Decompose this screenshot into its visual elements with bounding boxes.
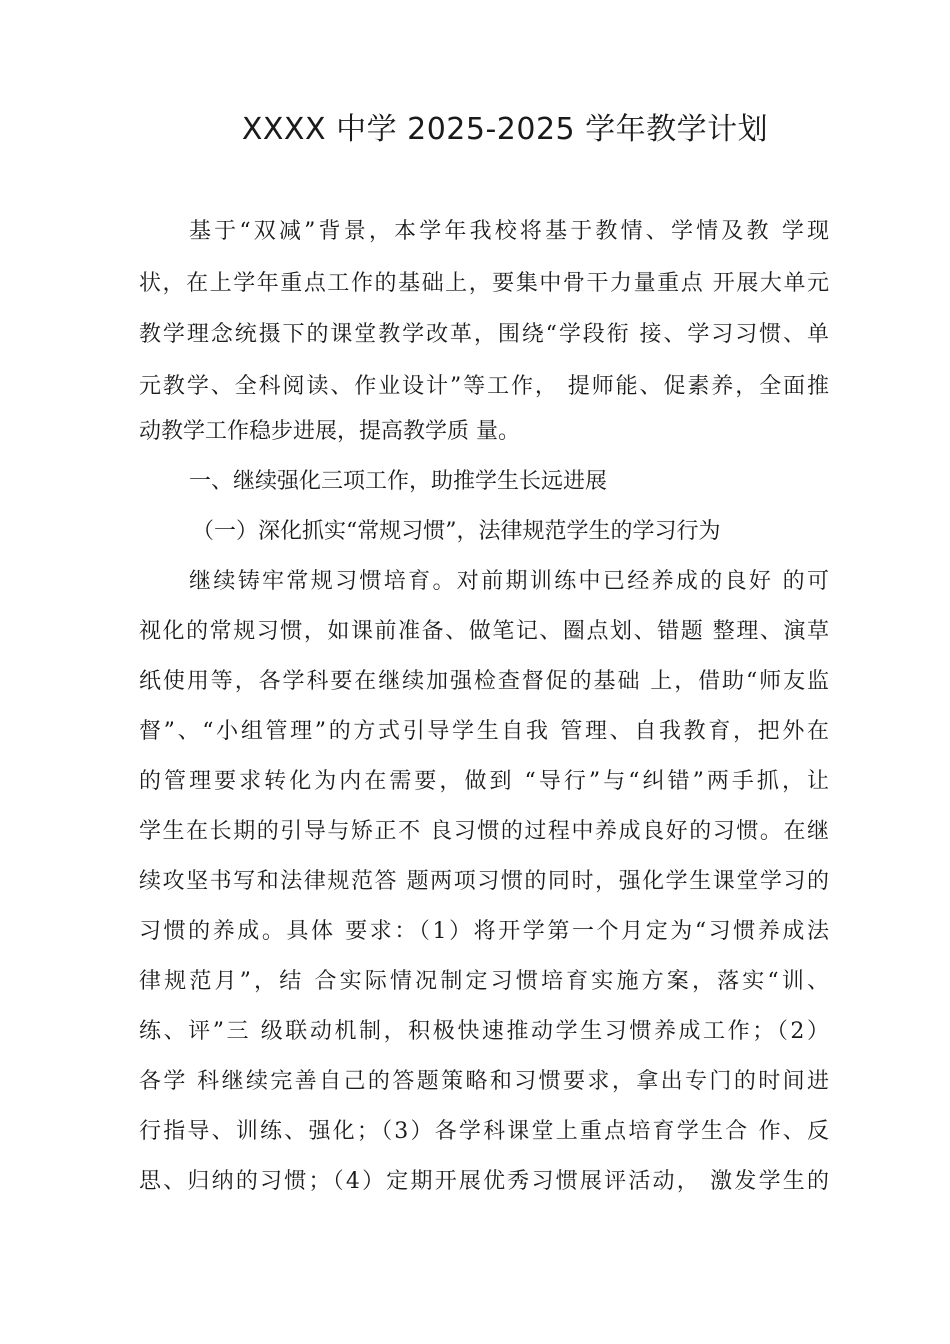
intro-line-1: 基于“双减”背景，本学年我校将基于教情、学情及教 学现 (189, 219, 829, 244)
body-line-10: 练、评”三 级联动机制，积极快速推动学生习惯养成工作；（2） (139, 1019, 829, 1044)
section-heading: 一、继续强化三项工作，助推学生长远进展 (189, 469, 608, 494)
body-line-4: 督”、“小组管理”的方式引导学生自我 管理、自我教育，把外在 (139, 719, 829, 744)
body-line-1: 继续铸牢常规习惯培育。对前期训练中已经养成的良好 的可 (189, 569, 829, 594)
body-line-11: 各学 科继续完善自己的答题策略和习惯要求，拿出专门的时间进 (139, 1069, 829, 1094)
body-line-6: 学生在长期的引导与矫正不 良习惯的过程中养成良好的习惯。在继 (139, 819, 829, 844)
intro-line-3: 教学理念统摄下的课堂教学改革，围绕“学段衔 接、学习习惯、单 (139, 322, 829, 347)
body-line-12: 行指导、训练、强化；（3）各学科课堂上重点培育学生合 作、反 (139, 1119, 829, 1144)
document-title: XXXX 中学 2025-2025 学年教学计划 (241, 112, 769, 147)
body-line-8: 习惯的养成。具体 要求：（1）将开学第一个月定为“习惯养成法 (139, 919, 829, 944)
body-line-13: 思、归纳的习惯；（4）定期开展优秀习惯展评活动， 激发学生的 (139, 1169, 829, 1194)
body-line-2: 视化的常规习惯，如课前准备、做笔记、圈点划、错题 整理、演草 (139, 619, 829, 644)
body-line-9: 律规范月”，结 合实际情况制定习惯培育实施方案，落实“训、 (139, 969, 829, 994)
subsection-heading: （一）深化抓实“常规习惯”，法律规范学生的学习行为 (192, 519, 721, 544)
intro-line-4: 元教学、全科阅读、作业设计”等工作， 提师能、促素养，全面推 (139, 374, 829, 399)
intro-line-2: 状，在上学年重点工作的基础上，要集中骨干力量重点 开展大单元 (139, 271, 829, 296)
body-line-5: 的管理要求转化为内在需要，做到 “导行”与“纠错”两手抓，让 (139, 769, 829, 794)
intro-line-5: 动教学工作稳步进展，提高教学质 量。 (139, 419, 520, 444)
body-line-7: 续攻坚书写和法律规范答 题两项习惯的同时，强化学生课堂学习的 (139, 869, 829, 894)
body-line-3: 纸使用等，各学科要在继续加强检查督促的基础 上，借助“师友监 (139, 669, 829, 694)
